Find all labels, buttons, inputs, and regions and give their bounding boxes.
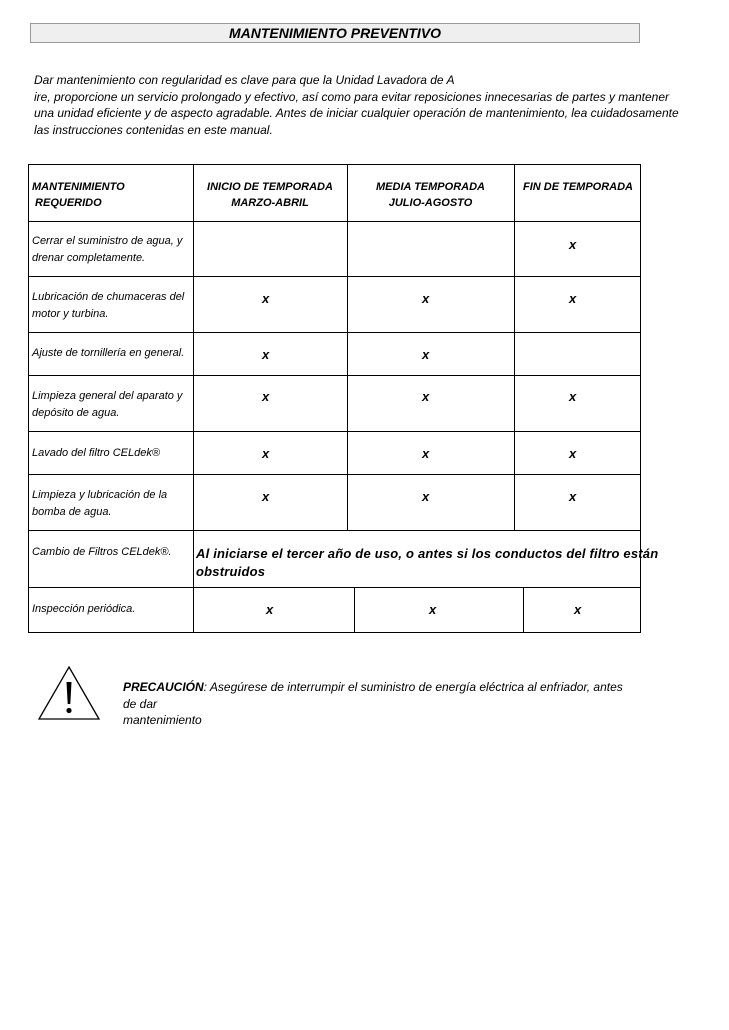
header-media [349,179,512,211]
row-label [32,487,192,520]
filter-change-note [196,545,659,581]
row-divider [29,431,640,432]
header-line: INICIO DE TEMPORADA [207,181,333,193]
check-mark: x [569,237,577,252]
row-divider [29,587,640,588]
row-label-line: Lavado del filtro CELdek® [32,447,160,459]
check-mark: x [422,389,430,404]
intro-paragraph [34,72,679,138]
page-title: MANTENIMIENTO PREVENTIVO [30,23,640,43]
check-mark: x [422,446,430,461]
header-inicio [195,179,345,211]
row-label-line: Lubricación de chumaceras del [32,291,185,303]
row-label [32,289,192,322]
header-fin [516,179,640,195]
row-label-line: Cambio de Filtros CELdek®. [32,546,172,558]
intro-line: Dar mantenimiento con regularidad es clave para que la Unidad Lavadora de A [34,73,455,87]
row-divider [29,276,640,277]
column-divider [514,165,515,530]
check-mark: x [429,602,437,617]
row-divider [29,332,640,333]
check-mark: x [262,291,270,306]
note-line: Al iniciarse el tercer año de uso, o antes si los conductos del filtro están [196,546,659,561]
maintenance-table [28,164,659,633]
column-divider [193,587,194,633]
row-divider [29,530,640,531]
intro-line: ire, proporcione un servicio prolongado y efectivo, así como para evitar reposiciones innecesarias de partes y mantener [34,89,670,104]
column-divider [523,587,524,633]
row-label [32,601,192,618]
check-mark: x [262,446,270,461]
row-label-line: motor y turbina. [32,307,109,320]
intro-line: una unidad eficiente y de aspecto agradable. Antes de iniciar cualquier operación de mantenimiento, lea cuidadosamente [34,106,679,121]
header-line: MANTENIMIENTO [32,181,125,193]
check-mark: x [422,347,430,362]
note-line: obstruidos [196,564,266,579]
caution-message [123,679,623,729]
intro-line: las instrucciones contenidas en este manual. [34,122,273,137]
row-label [32,345,192,362]
check-mark: x [262,489,270,504]
header-line: JULIO-AGOSTO [388,197,473,209]
row-label-line: Inspección periódica. [32,603,136,615]
header-line: FIN DE TEMPORADA [523,181,633,193]
check-mark: x [569,489,577,504]
row-label-line: Limpieza y lubricación de la [32,489,168,501]
row-divider [29,375,640,376]
row-label-line: Cerrar el suministro de agua, y [32,235,183,247]
row-label-line: Ajuste de tornillería en general. [32,347,185,359]
check-mark: x [262,347,270,362]
row-label [32,233,192,266]
header-line: MEDIA TEMPORADA [376,181,485,193]
row-label-line: Limpieza general del aparato y [32,390,183,402]
check-mark: x [574,602,582,617]
header-line: MARZO-ABRIL [231,197,309,209]
row-label [32,544,192,561]
column-divider [193,165,194,587]
check-mark: x [569,389,577,404]
check-mark: x [422,489,430,504]
check-mark: x [262,389,270,404]
column-divider [354,587,355,633]
row-divider [29,474,640,475]
caution-label: PRECAUCIÓN [123,680,204,694]
row-label-line: bomba de agua. [32,505,112,518]
caution-text-line2: mantenimiento [123,713,202,727]
check-mark: x [266,602,274,617]
check-mark: x [422,291,430,306]
row-label [32,445,192,462]
row-label-line: depósito de agua. [32,406,120,419]
header-line: REQUERIDO [32,197,102,209]
check-mark: x [569,446,577,461]
caution-text: : Asegúrese de interrumpir el suministro de energía eléctrica al enfriador, antes de dar [123,680,623,711]
row-label [32,388,192,421]
check-mark: x [569,291,577,306]
column-divider [347,165,348,530]
header-mantenimiento [32,179,187,211]
warning-triangle-icon [37,664,101,722]
row-divider [29,221,640,222]
row-label-line: drenar completamente. [32,251,146,264]
